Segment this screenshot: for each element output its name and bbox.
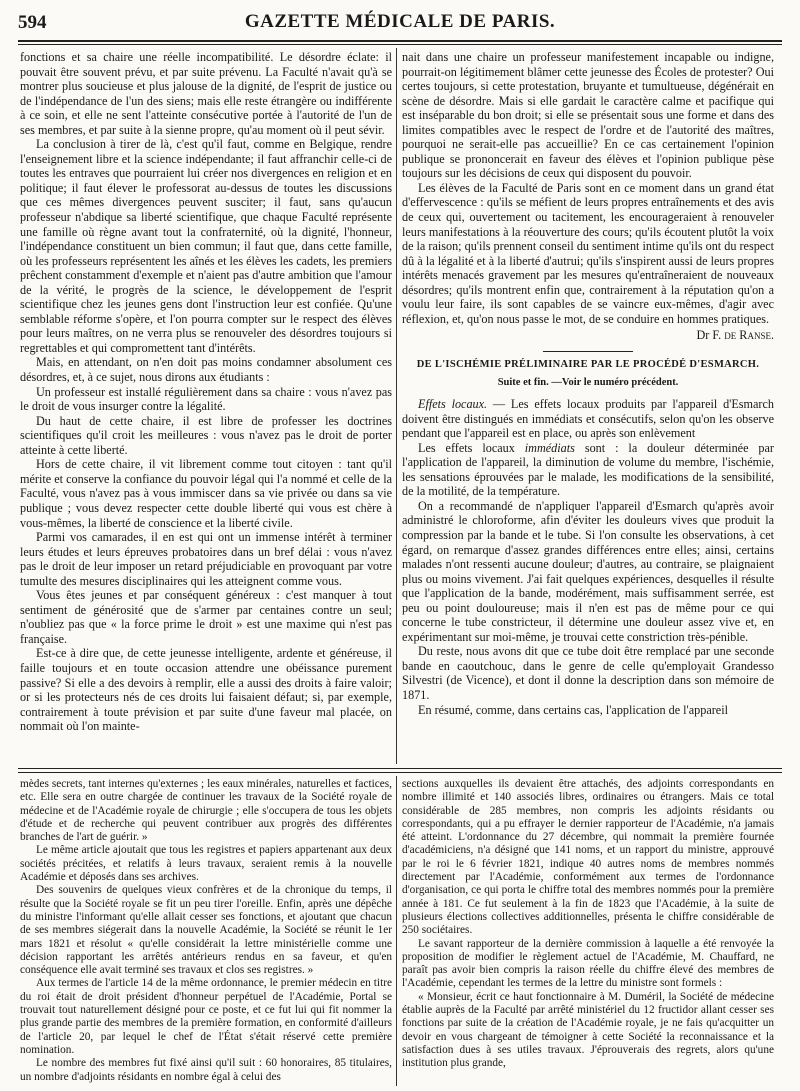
signature-name: de Ranse.: [724, 328, 774, 343]
paragraph: Des souvenirs de quelques vieux confrères et de la chronique du temps, il résulte que la Société royale se fit un peu tirer l'oreille. Enfin, après une dépêche du ministre l'informant qu'elle allait cesser ses fonctions, et ajoutant que chacun de ses membres siégerait dans la nouvelle Académie, la Société se réunit le 1er mars 1821 et résolut « qu'elle considérait la lettre ministérielle comme une décision rapportant les arrêtés antérieurs rendus en sa faveur, et qu'en conséquence elle avait terminé ses travaux et clos ses registres. »: [20, 884, 392, 977]
paragraph: En résumé, comme, dans certains cas, l'application de l'appareil: [418, 702, 728, 717]
feuilleton-left-column: [20, 778, 392, 1084]
paragraph: Mais, en attendant, on n'en doit pas moins condamner absolument ces désordres, et, à ce sujet, nous dirons aux étudiants :: [20, 355, 392, 385]
paragraph: Le même article ajoutait que tous les registres et papiers appartenant aux deux sociétés précitées, et relatifs à leurs travaux, seraient remis à la nouvelle Académie et déposés dans ses archives.: [20, 844, 392, 884]
p2-start: Les effets locaux: [418, 440, 525, 455]
paragraph: mèdes secrets, tant internes qu'externes ; les eaux minérales, naturelles et factices, etc. Elle sera en outre chargée de continuer les travaux de la Société royale de médecine et de l'Académie royale de chirurgie ; elle s'occupera de tous les objets d'étude et de recherche qui peuvent contribuer aux progrès des différentes branches de l'art de guérir. »: [20, 778, 392, 844]
section-rule: [543, 351, 633, 352]
paragraph: Aux termes de l'article 14 de la même ordonnance, le premier médecin en titre du roi était de droit président d'honneur perpétuel de l'Académie, Portal se trouvait tout naturellement désigné pour ce poste, et ce fut lui qui fit nommer la plus grande partie des membres de la première formation, en conformité d'ailleurs de l'article 20, par lequel le chef de l'État s'était réservé cette première nomination.: [20, 977, 392, 1056]
journal-title: GAZETTE MÉDICALE DE PARIS.: [244, 11, 556, 32]
feuilleton-divider: [396, 776, 397, 1086]
feuilleton-right-column: [402, 778, 774, 1084]
left-column: [20, 50, 392, 762]
paragraph: Parmi vos camarades, il en est qui ont un immense intérêt à terminer leurs études et leurs épreuves probatoires dans un bref délai : vous n'avez pas le droit de leur imposer un retard préjudiciable en provoquant par votre tumulte des mesures disciplinaires qui les atteignent comme vous.: [20, 530, 392, 588]
paragraph: Un professeur est installé régulièrement dans sa chaire : vous n'avez pas le droit de vous insurger contre la légalité.: [20, 384, 392, 414]
header-rule: [18, 40, 782, 42]
paragraph: [402, 397, 774, 441]
paragraph: Les élèves de la Faculté de Paris sont en ce moment dans un grand état d'effervescence : qu'ils se méfient de leurs propres entraînements et des avis de ceux qui, ouvertement ou tacitement, les encourageraient à renouveler leurs manifestations à la réouverture des cours; qu'ils écoutent plutôt la voix de la raison; qu'ils prennent conseil du sentiment intime qu'ils ont du respect dû à la légalité et à la liberté d'autrui; qu'ils s'inspirent aussi de leurs propres intérêts menacés gravement par les mesures qu'entraîneraient de nouveaux désordres; qu'ils montrent enfin que, contrairement à la réputation qu'on a voulu leur faire, ils sont capables de se vaincre eux-mêmes, d'agir avec réflexion, et, qu'on nous passe le mot, de se conduire en hommes pratiques.: [402, 180, 774, 326]
right-column: [402, 50, 774, 762]
page-header: [18, 8, 782, 36]
paragraph: Le savant rapporteur de la dernière commission à laquelle a été renvoyée la proposition de modifier le règlement actuel de l'Académie, M. Chauffard, ne paraît pas avoir bien compris la raison réelle du chiffre élevé des membres de l'Académie, cependant les termes de la lettre du ministre sont formels :: [402, 937, 774, 990]
lead-italic: Effets locaux.: [418, 397, 488, 412]
p2-italic: immédiats: [524, 440, 575, 455]
paragraph: On a recommandé de n'appliquer l'appareil d'Esmarch qu'après avoir administré le chloroforme, afin d'éviter les douleurs vives que produit la compression par la bande et le tube. Si l'on consulte les observations, à cet égard, on remarque d'assez grandes différences entre elles; ainsi, certains malades n'ont ressenti aucune douleur; d'autres, au contraire, se plaignaient plus ou moins vivement. J'ai fait quelques expériences, desquelles il résulte que l'application de la bande, modérément, mais suffisamment serrée, est peu ou point douloureuse; mais il n'en est pas de même pour ce qui concerne le tube constricteur, il détermine une douleur assez vive et, en expérimentant sur moi-même, je trouvai cette constriction très-pénible.: [402, 498, 774, 644]
p2-text: sont : la douleur déterminée par l'application de l'appareil, la diminution de volume du membre, l'ischémie, les sensations éprouvées par le malade, les modifications de la sensibilité, de la motilité, de la température.: [402, 440, 774, 499]
lead-text: — Les effets locaux produits par l'appareil d'Esmarch doivent être distingués en immédiats et consécutifs, selon qu'on les observe pendant que l'appareil est en place, ou après son enlèvement: [402, 397, 774, 441]
signature: [402, 328, 774, 343]
article-title: DE L'ISCHÉMIE PRÉLIMINAIRE PAR LE PROCÉDÉ D'ESMARCH.: [416, 358, 760, 370]
feuilleton-rule-thin: [18, 772, 782, 773]
column-divider: [396, 48, 397, 764]
paragraph: nait dans une chaire un professeur manifestement incapable ou indigne, pourrait-on légitimement blâmer cette jeunesse des Écoles de protester? Oui certes toujours, si cette protestation, bruyante et tumultueuse, dégénérait en scène de désordre. Mais si elle gardait le caractère calme et pacifique qui est inséparable du bon droit; si elle se présentait sous une forme et dans des limites compatibles avec le respect de l'ordre et de l'autorité des maîtres, pourquoi ne serait-elle pas accueillie? En ce cas certainement l'opinion publique se prononcerait en faveur des élèves et l'opinion publique pèse toujours sur les décisions de ceux qui disposent du pouvoir.: [402, 50, 774, 181]
page-number: 594: [18, 12, 47, 33]
paragraph: Du haut de cette chaire, il est libre de professer les doctrines scientifiques qu'il croit les meilleures : vous n'avez pas le droit de porter atteinte à cette liberté.: [20, 413, 392, 457]
signature-prefix: Dr F.: [696, 328, 722, 343]
paragraph: Vous êtes jeunes et par conséquent généreux : c'est manquer à tout sentiment de générosité que de s'armer par centaines contre un seul; n'oubliez pas que « la force prime le droit » est une maxime qui n'est pas française.: [20, 588, 392, 646]
paragraph: « Monsieur, écrit ce haut fonctionnaire à M. Duméril, la Société de médecine établie auprès de la Faculté par arrêté ministériel du 12 fructidor allant cesser ses fonctions par suite de la création de l'Académie royale, je ne fais qu'acquitter un devoir en vous chargeant de témoigner à cette Société la reconnaissance et la satisfaction dues à ses utiles travaux. J'éprouverais des regrets, alors qu'une institution plus grande,: [402, 990, 774, 1070]
feuilleton-rule: [18, 768, 782, 769]
paragraph: Du reste, nous avons dit que ce tube doit être remplacé par une seconde bande en caoutchouc, dans le genre de celle qu'employait Grandesso Silvestri (de Vicence), et dont il donne la description dans son mémoire de 1871.: [402, 644, 774, 702]
paragraph: La conclusion à tirer de là, c'est qu'il faut, comme en Belgique, rendre l'enseignement libre et la science indépendante; il faut affranchir celle-ci de toutes les entraves que pourraient lui créer nos divergences en religion et en politique; il faut élever le professorat au-dessus de toutes les discussions que ces mêmes divergences peuvent susciter; il faut, sans qu'aucun professeur n'abdique sa liberté scientifique, que chaque Faculté représente une famille où règne avant tout la confraternité, où la dignité, l'honneur, l'indépendance constituent un bien commun; il faut que, dans cette famille, où les professeurs représentent les aînés et les élèves les cadets, les premiers prêchent constamment d'exemple et n'aient pas d'autre ambition que l'amour de la vérité, le progrès de la science, le développement de l'esprit scientifique chez les jeunes gens dont l'instruction leur est confiée. Qu'une semblable réforme s'opère, et l'on pourra compter sur le respect des élèves pour leurs maîtres, on ne verra plus se renouveler des désordres toujours si regrettables et qui compromettent tant d'intérêts.: [20, 137, 392, 355]
header-rule-thin: [18, 44, 782, 45]
article-subtitle: Suite et fin. —Voir le numéro précédent.: [497, 377, 679, 389]
paragraph: [402, 441, 774, 499]
paragraph: Est-ce à dire que, de cette jeunesse intelligente, ardente et généreuse, il faille toujours et en toute occasion attendre une obéissance purement passive? Si elle a des devoirs à remplir, elle a aussi des droits à faire valoir; or si les protecteurs nés de ces droits lui faisaient défaut; si, par exemple, contrairement à toute prévision et par suite d'une faveur mal placée, on nommait où l'on mainte-: [20, 646, 392, 734]
paragraph: Le nombre des membres fut fixé ainsi qu'il suit : 60 honoraires, 85 titulaires, un nombre d'adjoints résidants en nombre égal à celui des: [20, 1057, 392, 1083]
paragraph: Hors de cette chaire, il vit librement comme tout citoyen : tant qu'il mérite et conserve la confiance du pouvoir légal qui l'a nommé et celle de la Faculté, vous n'avez pas à vous immiscer dans sa vie privée ou dans sa vie publique ; vous devez respecter cette double liberté qui vous est chère à vous-mêmes, la liberté de conscience et la liberté civile.: [20, 457, 392, 530]
paragraph: sections auxquelles ils devaient être attachés, des adjoints correspondants en nombre illimité et 140 associés libres, ordinaires ou étrangers. Mais ce total considérable de 285 membres, non compris les adjoints résidants ou correspondants, qui a pu effrayer le dernier rapporteur de l'Académie, n'a jamais été atteint. L'ordonnance du 27 décembre, qui nommait la première fournée d'académiciens, n'a désigné que 141 noms, et un rapport du ministre, approuvé par le roi le 6 février 1821, indique 40 autres noms de membres nommés directement par l'Académie, conformément aux termes de l'ordonnance d'organisation, ce qui porta le chiffre total des membres nommés pour la première année à 181. Ce fut seulement à la fin de 1823 que l'Académie, à la suite de plusieurs élections collectives additionnelles, présenta le chiffre considérable de 250 sociétaires.: [402, 778, 774, 937]
paragraph: fonctions et sa chaire une réelle incompatibilité. Le désordre éclate: il pouvait être souvent prévu, et par suite prévenu. La Faculté n'avait qu'à se montrer plus soucieuse et plus jalouse de la dignité, de l'esprit de justice ou de l'indépendance de l'un des siens; mais elle reste étrangère ou indifférente à ce soin, et elle ne sent l'atteinte consécutive portée à l'autorité de l'un de ses membres, et par suite à la sienne propre, qu'au moment où il peut sévir.: [20, 50, 392, 137]
